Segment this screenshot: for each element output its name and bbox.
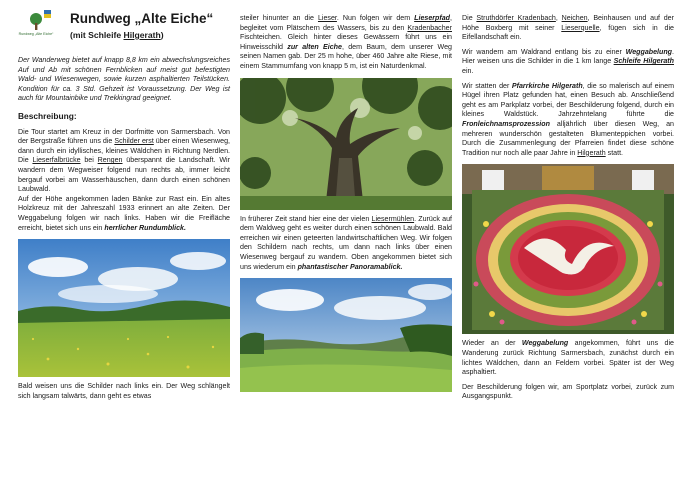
link-liesermuehlen[interactable]: Liesermühlen	[371, 214, 415, 223]
link-lieserquelle[interactable]: Lieserquelle	[561, 23, 600, 32]
link-lieser[interactable]: Lieser	[317, 14, 337, 22]
paragraph: Die Struthdörfer Kradenbach, Neichen, Beinhausen und auf der Höhe Boxberg mit seiner Lieserquelle, fügen sich in die Eifellandschaft ein.	[462, 14, 674, 42]
paragraph: Bald weisen uns die Schilder nach links ein. Der Weg schlängelt sich langsam talwärts, dann geht es etwas	[18, 382, 230, 400]
link-schleife-hilgerath[interactable]: Schleife Hilgerath	[613, 57, 674, 66]
paragraph: In früherer Zeit stand hier eine der vielen Liesermühlen. Zurück auf dem Waldweg geht es weiter durch einen schönen Laubwald. Bald erreichen wir einen geteerten landwirtschaftlichen Weg. Wir folgen den Schildern nach rechts, um dann nach links über einen Wiesenweg bergauf zu wandern. Oben angekommen bietet sich uns wiederum ein phantastischer Panoramablick.	[240, 214, 452, 271]
intro-text: Der Wanderweg bietet auf knapp 8,8 km ein abwechslungsreiches Auf und Ab mit schönen Fernblicken auf meist gut befestigten Wald- und Wiesenwegen, sowie kurzen asphaltierten Teilstücken. Kondition für ca. 3 Std. Gehzeit ist Voraussetzung. Der Weg ist auch für Mountainbike und Trekkingrad geeignet.	[18, 56, 230, 103]
meadow-landscape-photo	[18, 239, 230, 377]
old-oak-tree-photo	[240, 78, 452, 210]
paragraph: Die Tour startet am Kreuz in der Dorfmitte von Sarmersbach. Von der Bergstraße führen uns die Schilder erst über einen Wiesenweg, dann durch ein idyllisches, kleines Wäldchen in Richtung Nerdlen. Die Lieserfalbrücke bei Rengen überspannt die Landschaft. Wir wandern dem Wegweiser folgend nun rechts ab, immer leicht bergauf vorbei am Wasserhäuschen, dann durch einen schönen Laubwald.	[18, 127, 230, 194]
svg-text:Rundweg „Alte Eiche“: Rundweg „Alte Eiche“	[18, 32, 54, 36]
header	[18, 0, 230, 54]
link-schilder[interactable]: Schilder erst	[114, 137, 154, 146]
link-rengen[interactable]: Rengen	[97, 156, 123, 165]
paragraph: Auf der Höhe angekommen laden Bänke zur Rast ein. Ein altes Holzkreuz mit der Jahreszahl 1933 erinnert an alte Zeiten. Der Weggabelung folgen wir nach links. Haben wir die Freifläche erreicht, bietet sich uns ein herrlicher Rundumblick.	[18, 194, 230, 232]
column-3	[462, 14, 674, 407]
link-neichen[interactable]: Neichen	[561, 14, 588, 22]
paragraph: Wir wandern am Waldrand entlang bis zu einer Weggabelung. Hier weisen uns die Schilder in die 1 km lange Schleife Hilgerath ein.	[462, 47, 674, 75]
link-struthdoerfer-kradenbach[interactable]: Struthdörfer Kradenbach	[476, 14, 556, 22]
flower-carpet-photo	[462, 164, 674, 334]
link-hilgerath[interactable]: Hilgerath	[123, 30, 161, 40]
column-1	[18, 0, 230, 406]
link-hilgerath-text[interactable]: Hilgerath	[577, 148, 606, 157]
link-lieserfalbruecke[interactable]: Lieserfalbrücke	[32, 156, 81, 165]
panorama-hills-photo	[240, 278, 452, 392]
paragraph: Der Beschilderung folgen wir, am Sportplatz vorbei, zurück zum Ausgangspunkt.	[462, 382, 674, 401]
link-kradenbacher[interactable]: Kradenbacher	[407, 23, 452, 32]
description-heading: Beschreibung:	[18, 110, 77, 121]
page-subtitle: (mit Schleife Hilgerath)	[70, 30, 164, 40]
paragraph: Wir statten der Pfarrkirche Hilgerath, die so malerisch auf einem Hügel ihren Platz gefunden hat, einen Besuch ab. Anschließend geht es am Parkplatz vorbei, der Beschilderung folgend, durch ein kleines Waldstück. Jahrzehntelang führte die Fronleichnamsprozession alljährlich über diesen Weg, an mehreren wunderschön gestalteten Blumenteppichen vorbei. Durch die Zusammenlegung der Pfarreien findet diese schöne Tradition nur noch alle paar Jahre in Hilgerath statt.	[462, 81, 674, 157]
page-title: Rundweg „Alte Eiche“	[70, 11, 214, 26]
paragraph: steiler hinunter an die Lieser. Nun folgen wir dem Lieserpfad, begleitet vom Plätschern des Wassers, bis zu den Kradenbacher Fischteichen. Gleich hinter dieses Gewässern führt uns ein Hinweisschild zur alten Eiche, dem Baum, dem unserer Weg seinen Namen gab. Der 25 m hohe, über 460 Jahre alte Riese, mit einem Stammumfang von knapp 5 m, ist ein Naturdenkmal.	[240, 14, 452, 70]
column-2	[240, 14, 452, 397]
link-lieserpfad[interactable]: Lieserpfad	[414, 14, 451, 22]
paragraph: Wieder an der Weggabelung angekommen, führt uns die Wanderung zurück Richtung Sarmersbach, zunächst durch ein lichtes Wäldchen, dann an Feldern vorbei. Später ist der Weg asphaltiert.	[462, 339, 675, 377]
logo-icon	[18, 8, 54, 44]
